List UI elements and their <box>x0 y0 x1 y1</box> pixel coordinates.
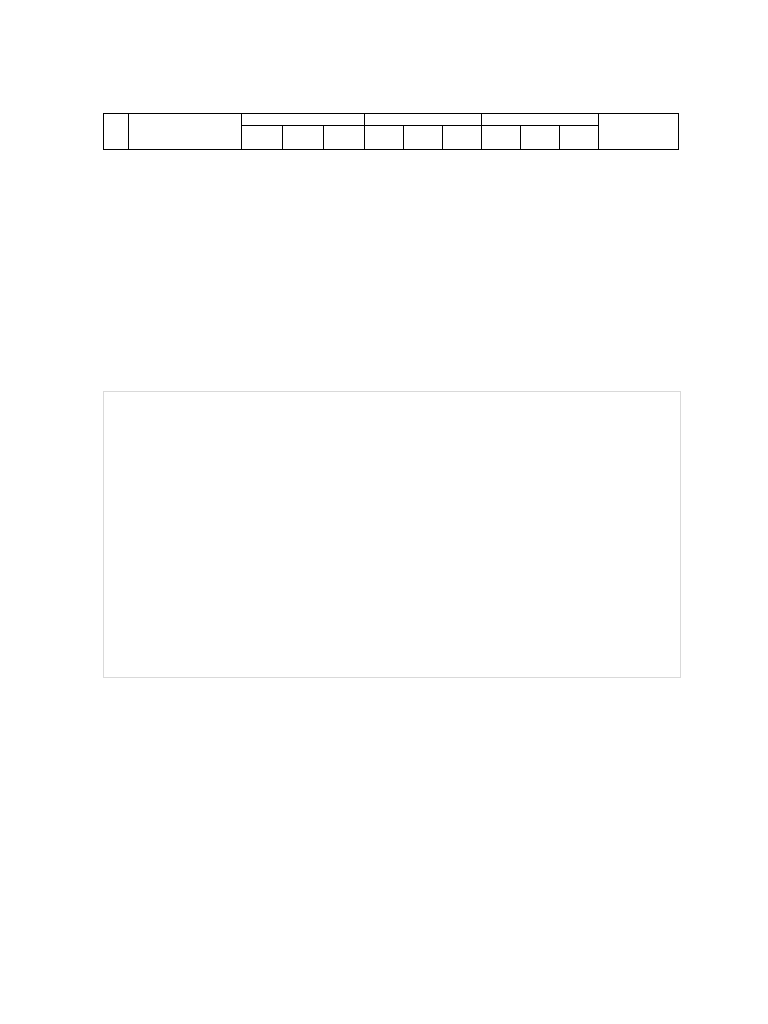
header-memiliki-pr <box>520 126 559 150</box>
header-belum-memiliki <box>364 114 481 126</box>
header-belum-pr <box>403 126 442 150</box>
header-umur-jml <box>323 126 364 150</box>
header-belum-lk <box>364 126 403 150</box>
bar-chart <box>104 392 680 677</box>
header-memiliki-jml <box>559 126 598 150</box>
header-umur <box>241 114 364 126</box>
header-umur-lk <box>241 126 282 150</box>
header-umur-pr <box>282 126 323 150</box>
data-table <box>103 113 679 150</box>
header-kecamatan <box>128 114 241 150</box>
header-memiliki <box>481 114 598 126</box>
header-memiliki-lk <box>481 126 520 150</box>
header-no <box>104 114 129 150</box>
header-belum-jml <box>442 126 481 150</box>
chart-area <box>103 391 681 678</box>
header-kepemilikan <box>598 114 678 150</box>
